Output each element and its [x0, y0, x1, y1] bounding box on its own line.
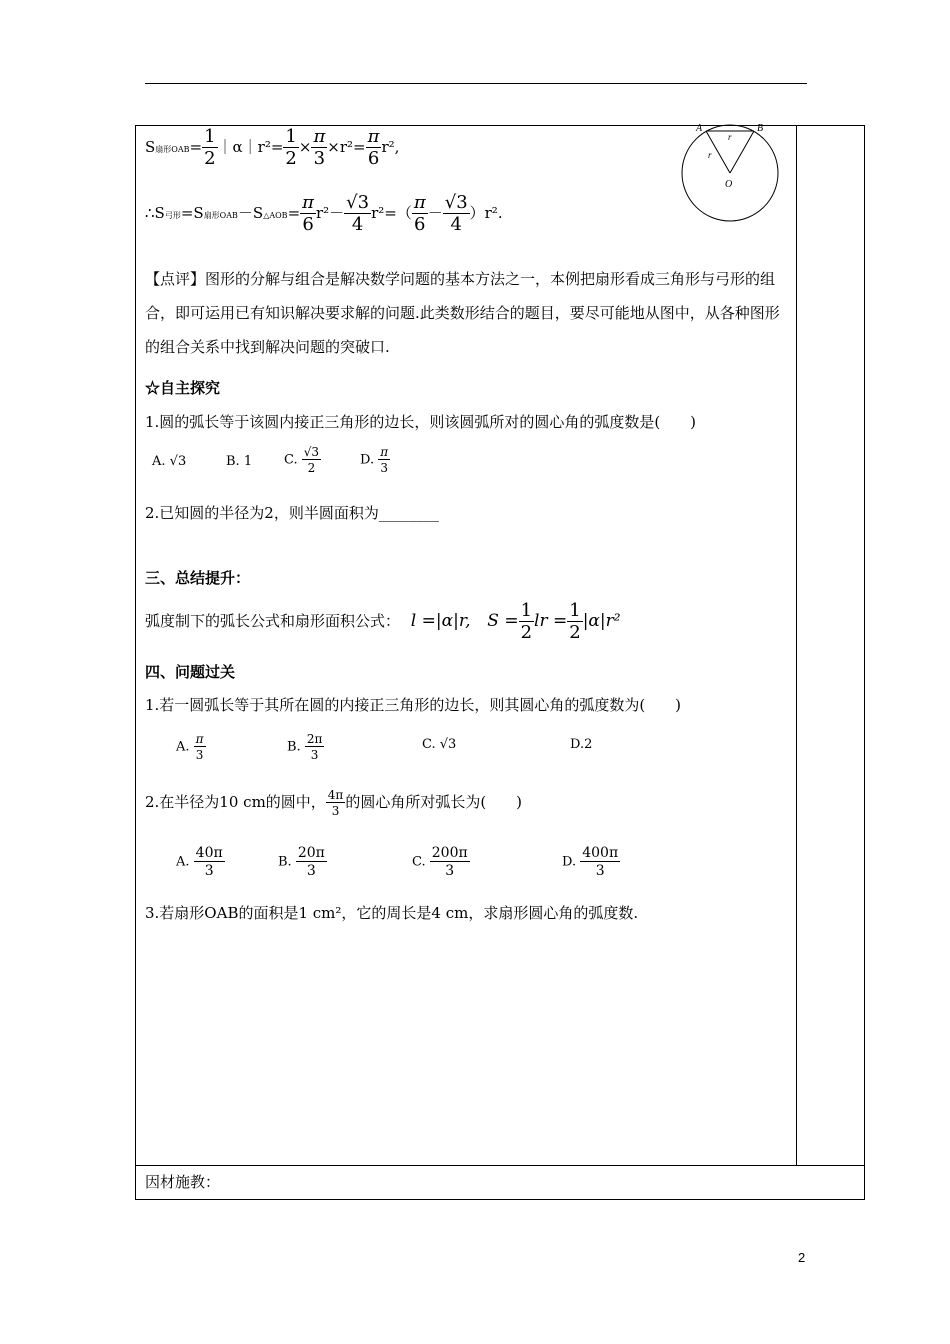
checkpoint-question-3: 3.若扇形OAB的面积是1 cm²，它的周长是4 cm，求扇形圆心角的弧度数. [145, 904, 639, 922]
diagram-label-b: B [757, 123, 764, 134]
q1-option-b: B. 1 [226, 454, 253, 469]
summary-formula-line: 弧度制下的弧长公式和扇形面积公式： l =|α|r, S = $\frac{1}{2}$ lr = $\frac{1}{2}$ |α|r² [145, 600, 621, 643]
diagram-label-o: O [725, 179, 733, 190]
cp-q1-option-b: B. $\frac{2\pi}{3}$ [287, 732, 323, 762]
diagram-label-r-left: r [708, 150, 712, 160]
q1-option-d: D. $\frac{\pi}{3}$ [360, 445, 389, 475]
fraction: $\frac{√3}{4}$ [346, 192, 370, 235]
cp-q1-option-d: D.2 [570, 737, 593, 752]
table-column-divider [796, 125, 797, 1165]
fraction: $\frac{\pi}{6}$ [413, 192, 426, 235]
self-study-question-2: 2.已知圆的半径为2，则半圆面积为________ [145, 504, 439, 522]
cp-q2-option-c: C. $\frac{200\pi}{3}$ [412, 845, 468, 879]
self-study-question-1: 1.圆的弧长等于该圆内接正三角形的边长，则该圆弧所对的圆心角的弧度数是( ) [145, 413, 697, 431]
q1-option-c: C. $\frac{√3}{2}$ [284, 445, 320, 475]
q1-option-a: A. √3 [152, 454, 187, 469]
cp-q2-option-b: B. $\frac{20\pi}{3}$ [278, 845, 325, 879]
checkpoint-question-1: 1.若一圆弧长等于其所在圆的内接正三角形的边长，则其圆心角的弧度数为( ) [145, 696, 682, 714]
fraction: $\frac{1}{2}$ [204, 126, 216, 169]
circle-sector-diagram [675, 118, 787, 230]
fraction: $\frac{√3}{4}$ [444, 192, 468, 235]
cp-q2-option-a: A. $\frac{40\pi}{3}$ [176, 845, 223, 879]
fraction: $\frac{1}{2}$ [285, 126, 297, 169]
sector-area-formula: S扇形OAB= $\frac{1}{2}$ ｜α｜r²= $\frac{1}{2}$ × $\frac{\pi}{3}$ ×r²= $\frac{\pi}{6}$ r², [145, 126, 400, 169]
fraction: $\frac{\pi}{6}$ [367, 126, 380, 169]
cp-q1-option-c: C. √3 [422, 737, 457, 752]
table-row-divider [135, 1165, 865, 1166]
header-rule [145, 83, 807, 84]
differentiated-teaching-label: 因材施教： [145, 1173, 221, 1191]
fraction: $\frac{\pi}{3}$ [313, 126, 326, 169]
comment-paragraph: 【点评】图形的分解与组合是解决数学问题的基本方法之一，本例把扇形看成三角形与弓形的组合，即可运用已有知识解决要求解的问题.此类数形结合的题目，要尽可能地从图中，从各种图形的组合关系中找到解决问题的突破口. [145, 270, 780, 356]
self-study-heading: ☆自主探究 [145, 379, 221, 397]
fraction: $\frac{\pi}{6}$ [302, 192, 314, 235]
summary-heading: 三、总结提升： [145, 569, 251, 587]
page-number: 2 [798, 1250, 806, 1265]
segment-area-formula: ∴S弓形=S扇形OAB－S△AOB= $\frac{\pi}{6}$ r²－ $\frac{√3}{4}$ r²=（ $\frac{\pi}{6}$ － $\frac{√3}{4}$ ）r². [145, 192, 503, 235]
checkpoint-heading: 四、问题过关 [145, 663, 236, 681]
diagram-label-r-top: r [728, 132, 732, 142]
cp-q1-option-a: A. $\frac{\pi}{3}$ [176, 732, 204, 762]
checkpoint-question-2: 2.在半径为10 cm的圆中， $\frac{4\pi}{3}$ 的圆心角所对弧长为( ) [145, 788, 523, 818]
cp-q2-option-d: D. $\frac{400\pi}{3}$ [562, 845, 619, 879]
diagram-label-a: A [696, 123, 703, 134]
